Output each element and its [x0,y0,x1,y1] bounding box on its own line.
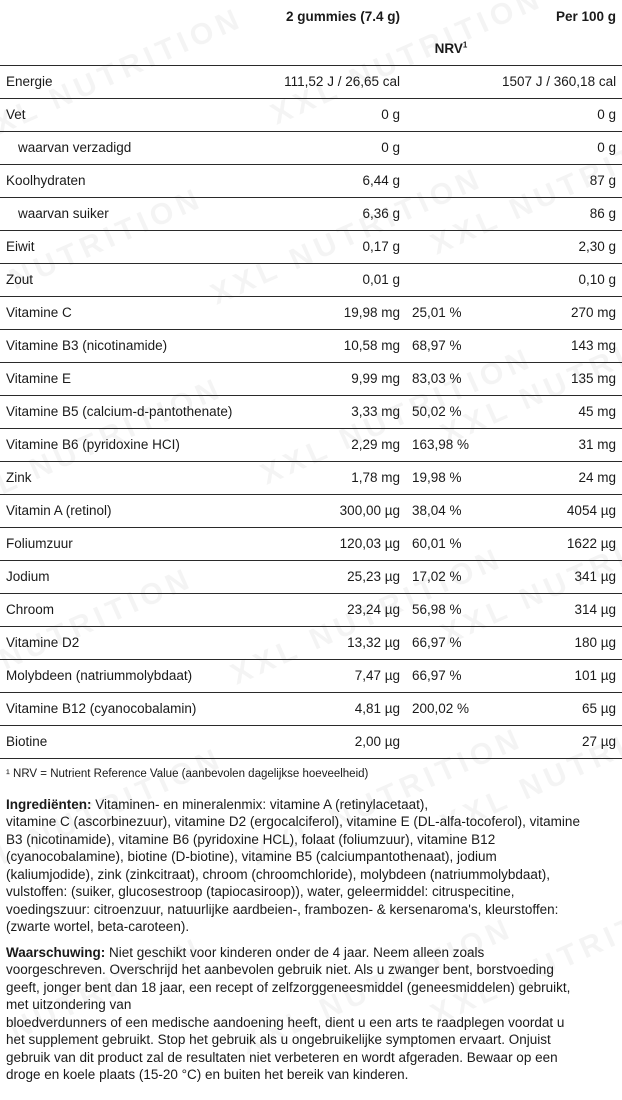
ingredients-line: vitamine C (ascorbinezuur), vitamine D2 (ergocalciferol), vitamine E (DL-alfa-tocoferol), vitamine [6,814,580,829]
nutrient-per100: 341 µg [574,569,616,584]
nutrient-nrv: 68,97 % [412,338,462,353]
ingredients-label: Ingrediënten: [6,796,92,812]
header-empty [0,32,236,65]
nutrient-nrv: 50,02 % [412,404,462,419]
table-row [0,296,622,329]
nutrient-per100: 24 mg [578,470,616,485]
nutrient-nrv [406,65,496,98]
nutrient-name: Foliumzuur [6,536,73,551]
nutrient-nrv [406,725,496,758]
nutrient-name: waarvan verzadigd [18,140,132,155]
nutrient-amount: 7,47 µg [354,668,400,683]
nutrient-nrv: 56,98 % [412,602,462,617]
table-row [0,263,622,296]
header-empty [496,32,622,65]
nutrient-nrv [406,197,496,230]
nutrient-name: Koolhydraten [6,173,86,188]
table-row [0,164,622,197]
header-nrv-label: NRV [434,40,463,56]
nutrient-nrv [406,263,496,296]
nutrient-per100: 31 mg [578,437,616,452]
nutrient-name: Vitamine B6 (pyridoxine HCI) [6,437,180,452]
nutrient-name: Molybdeen (natriummolybdaat) [6,668,193,683]
nutrient-nrv: 38,04 % [412,503,462,518]
nutrient-amount: 9,99 mg [351,371,400,386]
warning-line: het supplement gebruikt. Stop het gebruik als u ongebruikelijke symptomen ervaart. Onjuist [6,1032,551,1047]
nutrient-per100: 101 µg [574,668,616,683]
nutrient-nrv [406,164,496,197]
nutrient-name: Vitamine D2 [6,635,80,650]
table-row [0,362,622,395]
header-per100: Per 100 g [555,8,616,24]
table-row [0,593,622,626]
table-row [0,560,622,593]
header-serving: 2 gummies (7.4 g) [285,8,400,24]
table-row [0,428,622,461]
nutrient-name: Vitamin A (retinol) [6,503,112,518]
nutrient-name: Zink [6,470,32,485]
nutrient-amount: 0 g [381,107,400,122]
header-empty [406,0,496,32]
nutrient-amount: 13,32 µg [347,635,400,650]
header-nrv-row [0,32,622,65]
nutrient-name: Vitamine E [6,371,72,386]
table-row [0,230,622,263]
nutrient-amount: 4,81 µg [354,701,400,716]
nutrient-per100: 0 g [597,140,616,155]
warning-text: Niet geschikt voor kinderen onder de 4 jaar. Neem alleen zoals [105,944,485,960]
nutrient-rows [0,65,622,758]
table-row [0,659,622,692]
nutrient-nrv [406,230,496,263]
warning-line: bloedverdunners of een medische aandoening heeft, dient u een arts te raadplegen voordat u [6,1014,565,1030]
warning-line: geeft, jonger bent dan 18 jaar, een recept of zelfzorggeneesmiddel (geneesmiddelen) gebruikt, [6,979,571,995]
nutrient-name: Vitamine B12 (cyanocobalamin) [6,701,197,716]
nutrient-per100: 27 µg [581,734,616,749]
nutrient-amount: 25,23 µg [347,569,400,584]
nutrient-amount: 6,36 g [362,206,400,221]
table-row [0,527,622,560]
nutrient-amount: 23,24 µg [347,602,400,617]
nutrient-amount: 1,78 mg [351,470,400,485]
nrv-footnote: ¹ NRV = Nutrient Reference Value (aanbevolen dagelijkse hoeveelheid) [6,767,369,780]
warning-line [6,944,616,962]
nutrient-amount: 0,17 g [362,239,400,254]
nutrient-name: Vitamine C [6,305,72,320]
table-row [0,197,622,230]
nutrient-per100: 45 mg [578,404,616,419]
nutrient-nrv: 163,98 % [412,437,470,452]
nutrient-per100: 86 g [589,206,616,221]
table-row [0,692,622,725]
nutrient-nrv: 25,01 % [412,305,462,320]
nutrient-per100: 270 mg [570,305,616,320]
ingredients-line: (kaliumjodide), zink (zinkcitraat), chroom (chroomchloride), molybdeen (natriummolybdaat), [6,866,550,882]
nutrient-name: Eiwit [6,239,35,254]
ingredients-line: (zwarte wortel, beta-caroteen). [6,919,190,934]
nutrient-amount: 19,98 mg [343,305,400,320]
ingredients-line: vulstoffen: (suiker, glucosestroop (tapiocasiroop)), water, geleermiddel: citruspecitine, [6,884,515,899]
nutrient-per100: 0,10 g [578,272,616,287]
ingredients-paragraph [0,796,622,936]
nutrient-nrv: 83,03 % [412,371,462,386]
nutrient-amount: 0,01 g [362,272,400,287]
header-nrv [406,32,496,65]
nutrient-amount: 0 g [381,140,400,155]
nutrient-name: Vet [6,107,26,122]
nutrient-name: Biotine [6,734,48,749]
table-row [0,65,622,98]
header-row [0,0,622,32]
nutrient-nrv [406,131,496,164]
nutrient-name: Energie [6,74,53,89]
nutrient-per100: 314 µg [574,602,616,617]
nutrient-per100: 0 g [597,107,616,122]
nutrient-per100: 180 µg [574,635,616,650]
nutrient-nrv [406,98,496,131]
nutrient-nrv: 17,02 % [412,569,462,584]
nutrient-nrv: 66,97 % [412,668,462,683]
nutrient-per100: 65 µg [581,701,616,716]
nutrient-per100: 143 mg [570,338,616,353]
ingredients-line: B3 (nicotinamide), vitamine B6 (pyridoxine HCL), folaat (foliumzuur), vitamine B12 [6,831,496,847]
nutrient-amount: 10,58 mg [343,338,400,353]
table-row [0,131,622,164]
nutrient-name: Vitamine B5 (calcium-d-pantothenate) [6,404,233,419]
table-row [0,329,622,362]
nutrient-per100: 1507 J / 360,18 cal [502,74,617,89]
nutrient-name: waarvan suiker [18,206,109,221]
ingredients-line: (cyanocobalamine), biotine (D-biotine), vitamine B5 (calciumpantothenaat), jodium [6,849,497,864]
nutrient-per100: 2,30 g [578,239,616,254]
nutrient-nrv: 19,98 % [412,470,462,485]
table-row [0,725,622,758]
nutrient-amount: 120,03 µg [339,536,400,551]
nutrient-per100: 135 mg [570,371,616,386]
table-row [0,461,622,494]
table-row [0,626,622,659]
warning-line: droge en koele plaats (15-20 °C) en buiten het bereik van kinderen. [6,1067,409,1082]
ingredients-text: Vitaminen- en mineralenmix: vitamine A (retinylacetaat), [91,796,429,812]
nutrient-name: Chroom [6,602,55,617]
nutrient-amount: 2,29 mg [351,437,400,452]
nutrient-amount: 2,00 µg [354,734,400,749]
ingredients-line: voedingszuur: citroenzuur, natuurlijke aardbeien-, frambozen- & kersenaroma's, kleurstoffen: [6,901,559,917]
nutrient-per100: 1622 µg [566,536,616,551]
nutrient-amount: 111,52 J / 26,65 cal [284,74,400,89]
nutrient-name: Zout [6,272,34,287]
nutrient-name: Jodium [6,569,50,584]
header-empty [0,0,236,32]
header-nrv-sup: 1 [462,40,468,50]
warning-paragraph [0,944,622,1084]
warning-line: met uitzondering van [6,997,132,1012]
nutrient-name: Vitamine B3 (nicotinamide) [6,338,168,353]
nutrient-per100: 4054 µg [566,503,616,518]
nutrient-nrv: 60,01 % [412,536,462,551]
warning-line: voorgeschreven. Overschrijd het aanbevolen gebruik niet. Als u zwanger bent, borstvoeding [6,962,554,977]
table-row [0,98,622,131]
table-row [0,395,622,428]
warning-line: gebruik van dit product zal de resultaten niet verbeteren en wordt afgeraden. Bewaar op een [6,1049,558,1065]
nutrient-per100: 87 g [589,173,616,188]
nutrient-nrv: 200,02 % [412,701,470,716]
header-empty [236,32,406,65]
nutrient-amount: 6,44 g [362,173,400,188]
warning-label: Waarschuwing: [6,944,106,960]
nutrient-amount: 3,33 mg [351,404,400,419]
table-row [0,494,622,527]
nutrient-nrv: 66,97 % [412,635,462,650]
ingredients-line [6,796,616,814]
nutrient-amount: 300,00 µg [339,503,400,518]
